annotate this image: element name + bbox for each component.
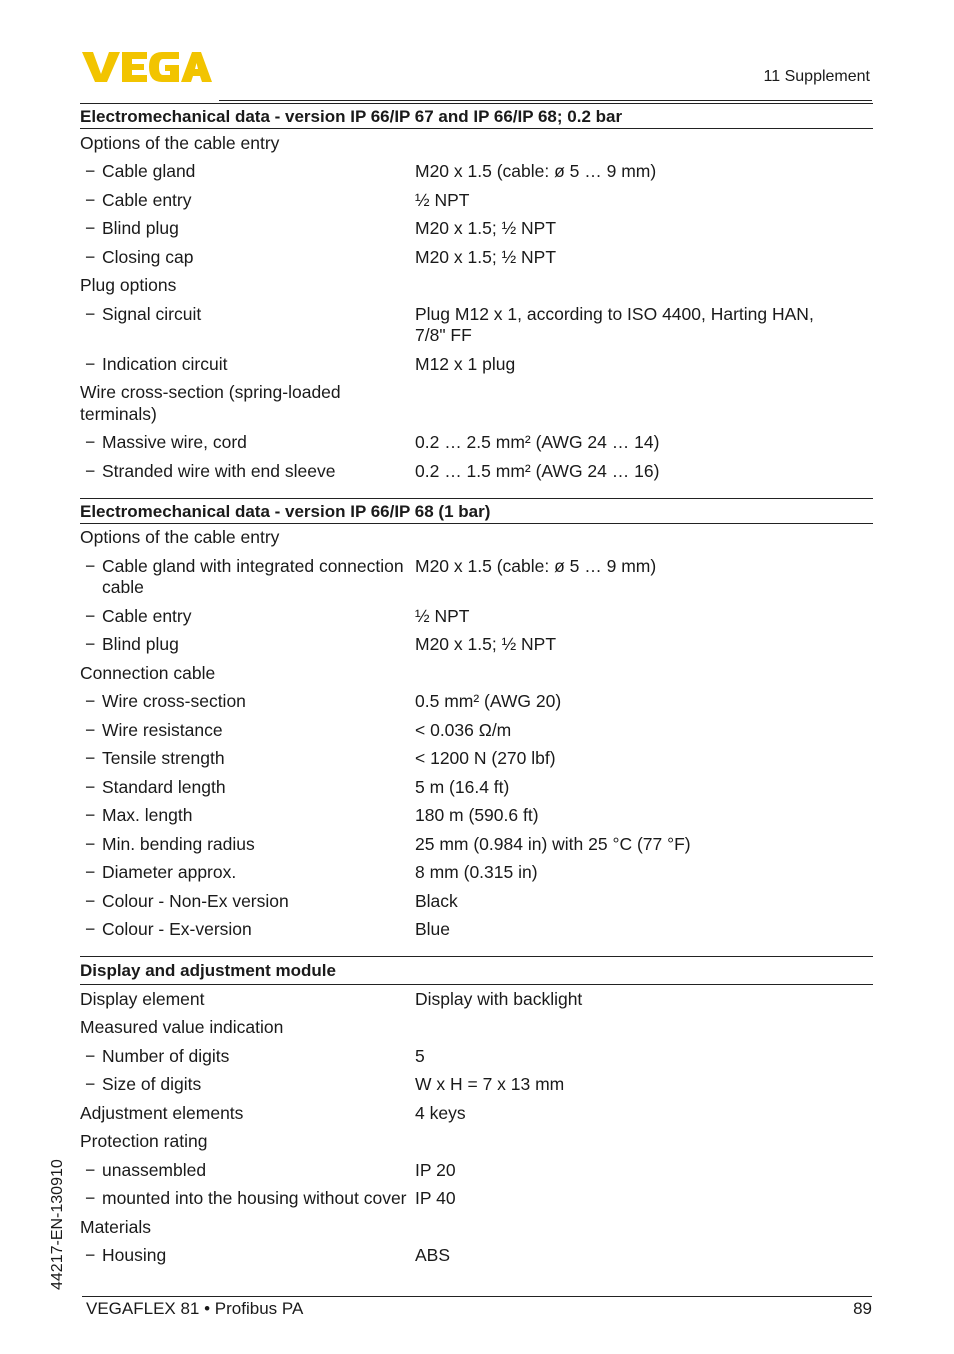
spec-value: M20 x 1.5; ½ NPT [415, 218, 557, 238]
document-id: 44217-EN-130910 [49, 1159, 66, 1290]
spec-value: IP 40 [415, 1188, 456, 1208]
spec-label [80, 720, 415, 742]
spec-label [80, 382, 415, 425]
spec-subrow [80, 830, 873, 859]
section-label: 11 Supplement [763, 68, 870, 85]
spec-subrow [80, 186, 873, 215]
dash-bullet: − [85, 776, 96, 797]
dash-bullet: − [85, 218, 96, 238]
spec-label [80, 834, 415, 856]
spec-label-text: Materials [80, 1216, 151, 1237]
spec-label-text: Colour - Ex-version [102, 919, 252, 939]
dash-bullet: − [85, 460, 96, 481]
spec-value: M12 x 1 plug [415, 353, 516, 374]
dash-bullet: − [85, 691, 96, 711]
spec-subrow [80, 688, 873, 717]
section-title: Display and adjustment module [80, 956, 873, 985]
vega-logo [82, 50, 212, 84]
spec-row [80, 272, 873, 301]
spec-label [80, 777, 415, 799]
spec-label-text: Cable entry [102, 189, 192, 210]
spec-label [80, 190, 415, 212]
spec-section [80, 956, 873, 1270]
spec-value: Plug M12 x 1, according to ISO 4400, Harting HAN, 7/8" FF [415, 303, 814, 345]
spec-value: Blue [415, 919, 451, 939]
spec-value: 0.2 … 1.5 mm² (AWG 24 … 16) [415, 460, 660, 481]
spec-label [80, 304, 415, 347]
spec-label-text: Stranded wire with end sleeve [102, 460, 336, 481]
spec-label-text: Tensile strength [102, 748, 225, 768]
spec-value: 8 mm (0.315 in) [415, 862, 538, 882]
spec-label [80, 218, 415, 240]
spec-label-text: Diameter approx. [102, 862, 237, 882]
spec-label-text: Housing [102, 1245, 167, 1265]
spec-label [80, 1074, 415, 1096]
spec-label-text: Protection rating [80, 1131, 208, 1151]
spec-value: ABS [415, 1245, 451, 1265]
dash-bullet: − [85, 555, 96, 576]
dash-bullet: − [85, 1188, 96, 1208]
spec-subrow [80, 1242, 873, 1271]
spec-value: Black [415, 890, 458, 911]
page-number: 89 [853, 1299, 872, 1318]
spec-subrow [80, 457, 873, 486]
spec-row [80, 1213, 873, 1242]
spec-section [80, 103, 873, 486]
footer-rule [82, 1296, 872, 1297]
footer-product: VEGAFLEX 81 • Profibus PA [86, 1299, 304, 1318]
spec-label-text: unassembled [102, 1159, 207, 1180]
spec-label-text: Number of digits [102, 1045, 230, 1066]
dash-bullet: − [85, 353, 96, 374]
spec-label-text: Options of the cable entry [80, 132, 280, 153]
spec-value: 180 m (590.6 ft) [415, 805, 539, 825]
spec-subrow [80, 859, 873, 888]
spec-label-text: Options of the cable entry [80, 527, 280, 547]
dash-bullet: − [85, 161, 96, 181]
spec-row [80, 524, 873, 553]
spec-label [80, 919, 415, 941]
spec-label-text: Standard length [102, 776, 226, 797]
spec-value: 0.5 mm² (AWG 20) [415, 691, 562, 711]
section-gap [80, 944, 873, 956]
spec-label-text: Measured value indication [80, 1017, 284, 1037]
dash-bullet: − [85, 1159, 96, 1180]
dash-bullet: − [85, 805, 96, 825]
spec-subrow [80, 773, 873, 802]
spec-label [80, 989, 415, 1011]
spec-subrow [80, 1071, 873, 1100]
spec-subrow [80, 802, 873, 831]
spec-label-text: Adjustment elements [80, 1102, 244, 1123]
dash-bullet: − [85, 432, 96, 452]
spec-subrow [80, 887, 873, 916]
spec-value: < 1200 N (270 lbf) [415, 748, 556, 768]
spec-label-text: Closing cap [102, 246, 194, 267]
spec-row [80, 379, 873, 429]
spec-label [80, 354, 415, 376]
spec-subrow [80, 300, 873, 350]
spec-label-text: Signal circuit [102, 303, 202, 324]
spec-label [80, 556, 415, 599]
spec-label [80, 606, 415, 628]
dash-bullet: − [85, 303, 96, 324]
spec-value: 5 [415, 1045, 425, 1066]
dash-bullet: − [85, 605, 96, 626]
spec-value: 5 m (16.4 ft) [415, 776, 510, 797]
spec-content [80, 103, 873, 1270]
spec-label [80, 161, 415, 183]
spec-label [80, 748, 415, 770]
spec-label-text: Wire cross-section (spring-loaded terminals) [80, 382, 341, 424]
spec-value [415, 527, 873, 549]
spec-value: M20 x 1.5 (cable: ø 5 … 9 mm) [415, 555, 657, 576]
dash-bullet: − [85, 862, 96, 882]
spec-subrow [80, 602, 873, 631]
spec-subrow [80, 716, 873, 745]
dash-bullet: − [85, 246, 96, 267]
section-title: Electromechanical data - version IP 66/IP 67 and IP 66/IP 68; 0.2 bar [80, 103, 873, 129]
dash-bullet: − [85, 1245, 96, 1265]
spec-value: 25 mm (0.984 in) with 25 °C (77 °F) [415, 833, 691, 854]
spec-label-text: Cable gland [102, 161, 196, 181]
spec-value: IP 20 [415, 1159, 456, 1180]
spec-value [415, 133, 873, 155]
dash-bullet: − [85, 748, 96, 768]
spec-label-text: Blind plug [102, 218, 179, 238]
spec-row [80, 1014, 873, 1043]
spec-row [80, 129, 873, 158]
spec-label-text: Min. bending radius [102, 833, 255, 854]
spec-subrow [80, 552, 873, 602]
spec-subrow [80, 631, 873, 660]
spec-label-text: mounted into the housing without cover [102, 1188, 407, 1208]
spec-label-text: Size of digits [102, 1074, 202, 1094]
spec-label [80, 1160, 415, 1182]
spec-label [80, 527, 415, 549]
spec-label [80, 805, 415, 827]
spec-value: M20 x 1.5 (cable: ø 5 … 9 mm) [415, 161, 657, 181]
spec-subrow [80, 1042, 873, 1071]
section-gap [80, 486, 873, 498]
spec-value: ½ NPT [415, 189, 470, 210]
spec-value: < 0.036 Ω/m [415, 719, 512, 740]
spec-subrow [80, 745, 873, 774]
spec-label [80, 1017, 415, 1039]
spec-label [80, 1245, 415, 1267]
spec-label-text: Blind plug [102, 634, 179, 654]
spec-label [80, 1103, 415, 1125]
spec-label-text: Indication circuit [102, 353, 228, 374]
dash-bullet: − [85, 919, 96, 939]
spec-value [415, 382, 873, 425]
spec-value: ½ NPT [415, 605, 470, 626]
dash-bullet: − [85, 833, 96, 854]
spec-label [80, 247, 415, 269]
spec-subrow [80, 1185, 873, 1214]
spec-label-text: Cable entry [102, 605, 192, 626]
spec-label-text: Plug options [80, 275, 177, 295]
spec-label-text: Max. length [102, 805, 193, 825]
spec-subrow [80, 158, 873, 187]
spec-label-text: Wire resistance [102, 719, 223, 740]
spec-label [80, 133, 415, 155]
spec-label [80, 862, 415, 884]
spec-value [415, 1217, 873, 1239]
spec-value: 0.2 … 2.5 mm² (AWG 24 … 14) [415, 432, 660, 452]
spec-value: Display with backlight [415, 988, 583, 1009]
spec-value [415, 1131, 873, 1153]
spec-row [80, 1128, 873, 1157]
spec-value [415, 663, 873, 685]
spec-label [80, 663, 415, 685]
dash-bullet: − [85, 1074, 96, 1094]
spec-label [80, 1217, 415, 1239]
spec-label-text: Display element [80, 988, 205, 1009]
dash-bullet: − [85, 189, 96, 210]
spec-label-text: Wire cross-section [102, 691, 246, 711]
dash-bullet: − [85, 1045, 96, 1066]
spec-row [80, 985, 873, 1014]
spec-label [80, 432, 415, 454]
spec-subrow [80, 916, 873, 945]
spec-row [80, 659, 873, 688]
spec-value [415, 275, 873, 297]
spec-label [80, 1188, 415, 1210]
spec-label-text: Cable gland with integrated connection cable [102, 555, 404, 597]
spec-section [80, 498, 873, 945]
spec-value: 4 keys [415, 1102, 466, 1123]
spec-label [80, 891, 415, 913]
spec-subrow [80, 243, 873, 272]
spec-label [80, 275, 415, 297]
spec-subrow [80, 215, 873, 244]
spec-label [80, 461, 415, 483]
header-rule [219, 100, 872, 101]
spec-subrow [80, 1156, 873, 1185]
spec-label-text: Connection cable [80, 662, 216, 683]
spec-subrow [80, 350, 873, 379]
spec-label [80, 691, 415, 713]
spec-value [415, 1017, 873, 1039]
spec-label [80, 1131, 415, 1153]
spec-label-text: Massive wire, cord [102, 432, 247, 452]
spec-value: M20 x 1.5; ½ NPT [415, 634, 557, 654]
spec-subrow [80, 429, 873, 458]
spec-label [80, 1046, 415, 1068]
dash-bullet: − [85, 634, 96, 654]
spec-value: W x H = 7 x 13 mm [415, 1074, 565, 1094]
spec-label-text: Colour - Non-Ex version [102, 890, 289, 911]
dash-bullet: − [85, 719, 96, 740]
section-title: Electromechanical data - version IP 66/IP 68 (1 bar) [80, 498, 873, 524]
spec-label [80, 634, 415, 656]
spec-value: M20 x 1.5; ½ NPT [415, 246, 557, 267]
spec-row [80, 1099, 873, 1128]
dash-bullet: − [85, 890, 96, 911]
